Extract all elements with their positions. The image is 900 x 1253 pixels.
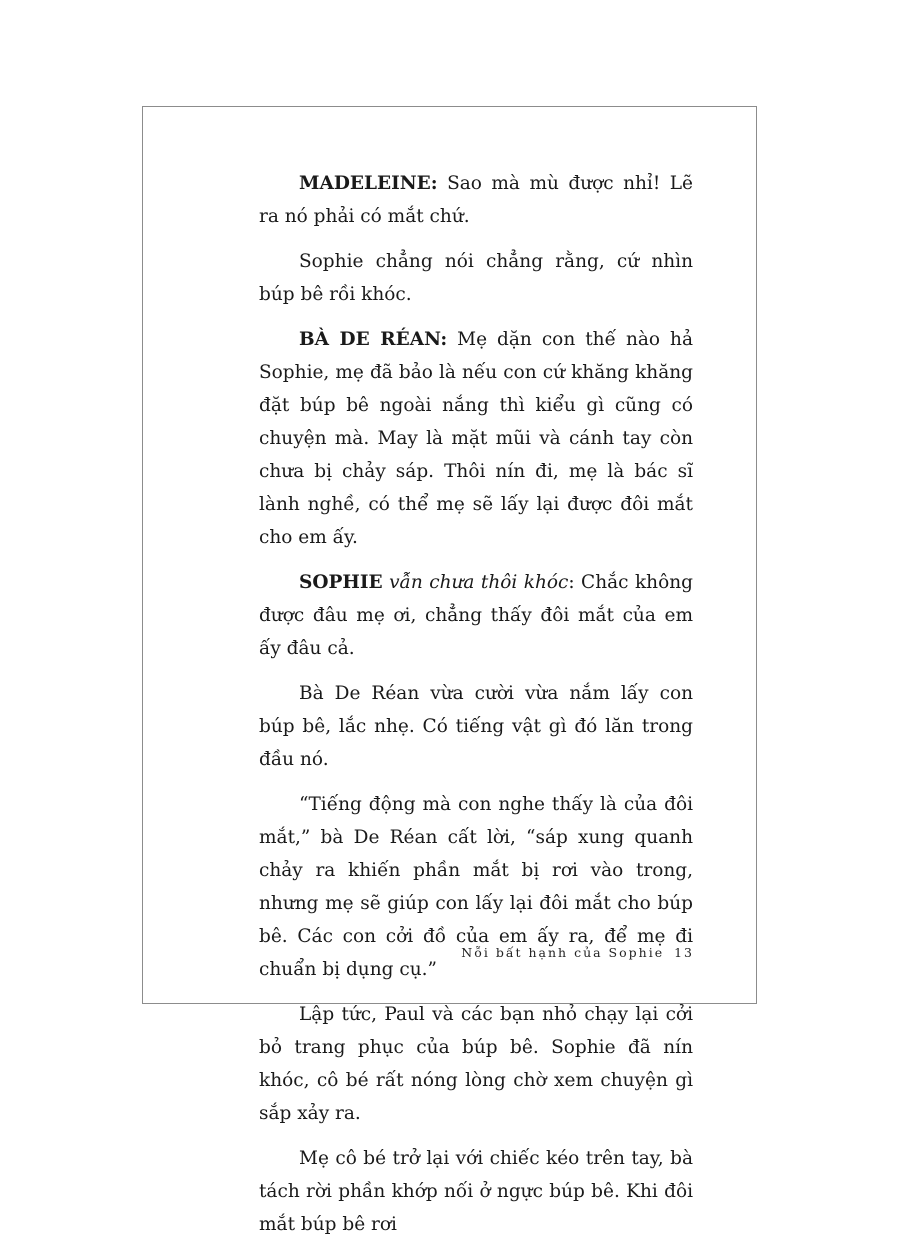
speaker-label: MADELEINE: <box>299 173 438 194</box>
paragraph-8 <box>259 1142 693 1241</box>
stage-direction: vẫn chưa thôi khóc <box>382 572 569 593</box>
paragraph-1 <box>259 167 693 233</box>
page-number: 13 <box>674 945 694 960</box>
paragraph-2 <box>259 245 693 311</box>
paragraph-7 <box>259 998 693 1130</box>
paragraph-text: Lập tức, Paul và các bạn nhỏ chạy lại cởi bỏ trang phục của búp bê. Sophie đã nín khóc, cô bé rất nóng lòng chờ xem chuyện gì sắp xảy ra. <box>259 1004 693 1124</box>
speaker-label: BÀ DE RÉAN: <box>299 329 448 350</box>
book-page <box>142 106 757 1235</box>
paragraph-text: : Chắc không được đâu mẹ ơi, chẳng thấy đôi mắt của em ấy đâu cả. <box>259 572 693 659</box>
speaker-label: SOPHIE <box>299 572 383 593</box>
paragraph-4 <box>259 566 693 665</box>
page-body <box>259 167 693 1253</box>
paragraph-text: Mẹ cô bé trở lại với chiếc kéo trên tay, bà tách rời phần khớp nối ở ngực búp bê. Khi đôi mắt búp bê rơi <box>259 1148 693 1235</box>
paragraph-text: Mẹ dặn con thế nào hả Sophie, mẹ đã bảo là nếu con cứ khăng khăng đặt búp bê ngoài nắng thì kiểu gì cũng có chuyện mà. May là mặt mũi và cánh tay còn chưa bị chảy sáp. Thôi nín đi, mẹ là bác sĩ lành nghề, có thể mẹ sẽ lấy lại được đôi mắt cho em ấy. <box>259 329 693 548</box>
paragraph-3 <box>259 323 693 554</box>
paragraph-text: Sophie chẳng nói chẳng rằng, cứ nhìn búp bê rồi khóc. <box>259 251 693 305</box>
paragraph-text: Sao mà mù được nhỉ! Lẽ ra nó phải có mắt chứ. <box>259 173 693 227</box>
paragraph-5 <box>259 677 693 776</box>
book-title: Nỗi bất hạnh của Sophie <box>461 945 665 960</box>
paragraph-text: “Tiếng động mà con nghe thấy là của đôi mắt,” bà De Réan cất lời, “sáp xung quanh chảy ra khiến phần mắt bị rơi vào trong, nhưng mẹ sẽ giúp con lấy lại đôi mắt cho búp bê. Các con cởi đồ của em ấy ra, để mẹ đi chuẩn bị dụng cụ.” <box>259 794 693 980</box>
running-footer <box>461 945 694 960</box>
paragraph-text: Bà De Réan vừa cười vừa nắm lấy con búp bê, lắc nhẹ. Có tiếng vật gì đó lăn trong đầu nó. <box>259 683 693 770</box>
